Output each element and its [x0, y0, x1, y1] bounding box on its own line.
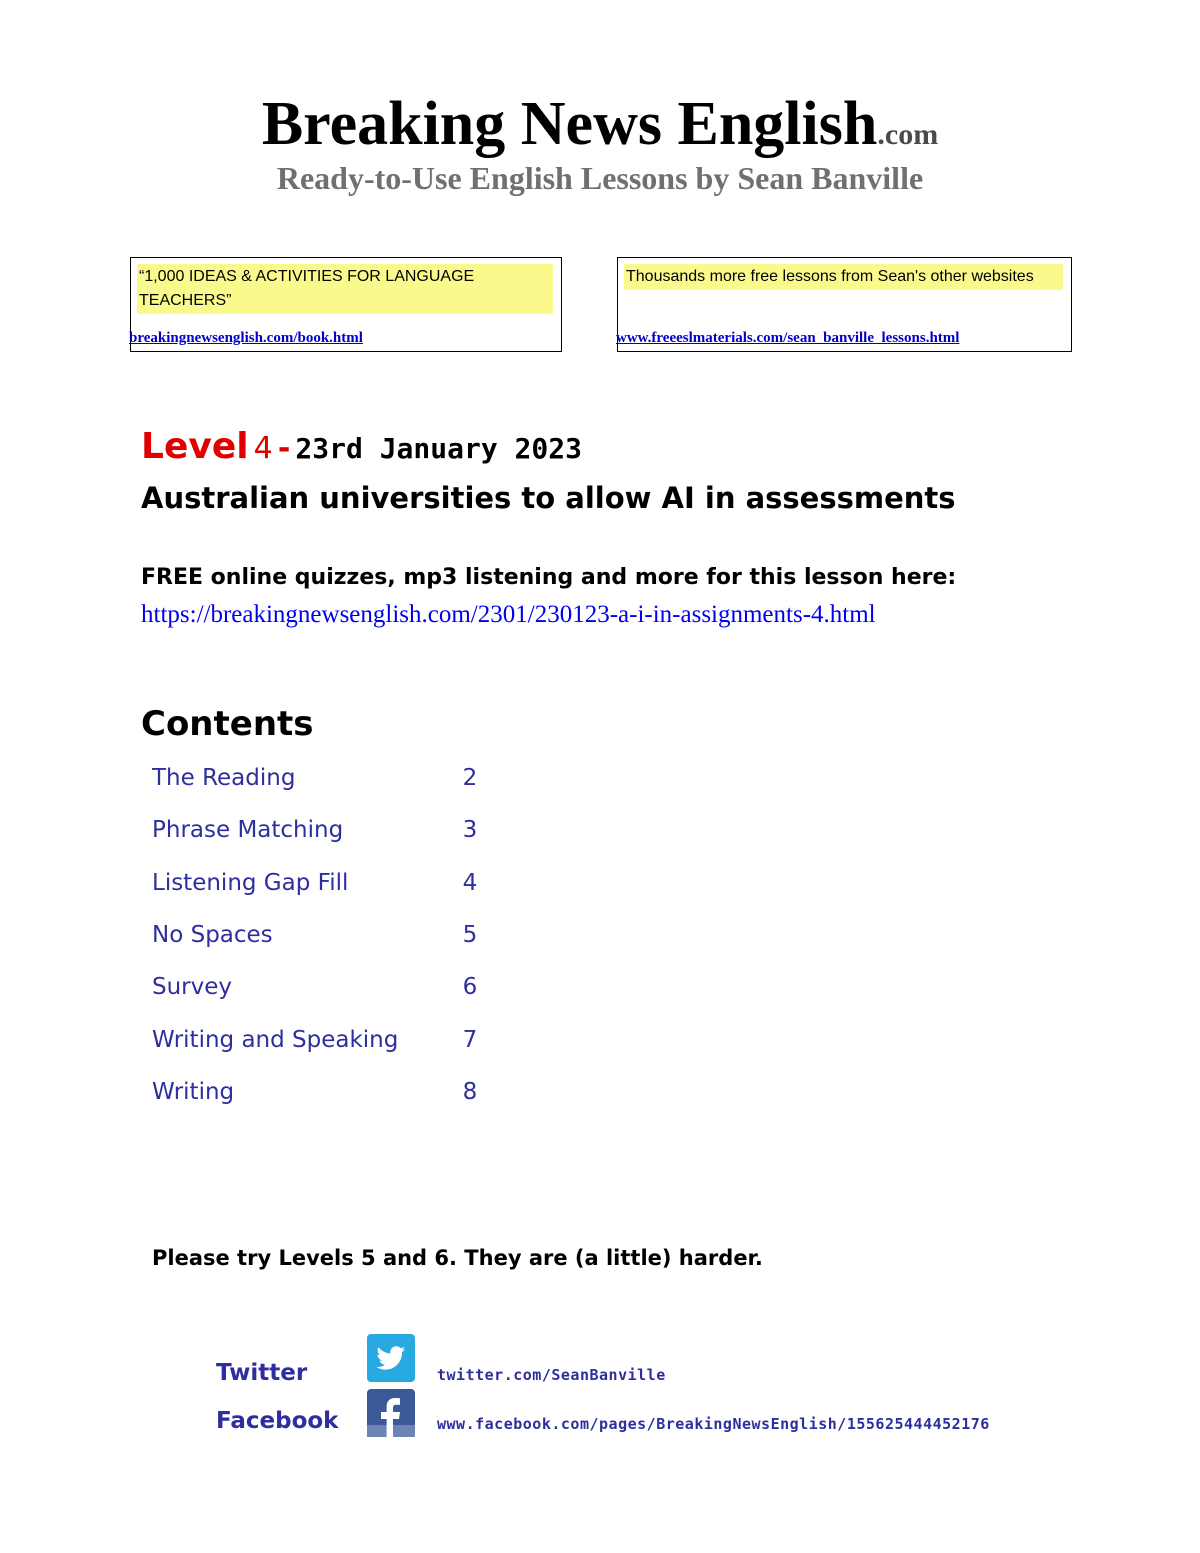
- toc-item-survey[interactable]: [152, 961, 482, 1013]
- toc-item-label: Phrase Matching: [152, 817, 344, 844]
- brand-name: Breaking News English: [261, 90, 878, 158]
- toc-item-page: 7: [462, 1026, 478, 1053]
- toc-item-label: No Spaces: [152, 922, 273, 949]
- level-label: Level: [141, 426, 249, 467]
- facebook-f-icon[interactable]: [367, 1389, 415, 1437]
- facebook-url-link[interactable]: www.facebook.com/pages/BreakingNewsEnglish/155625444452176: [437, 1415, 990, 1433]
- lesson-url-link[interactable]: https://breakingnewsenglish.com/2301/230123-a-i-in-assignments-4.html: [141, 601, 876, 628]
- lesson-date: 23rd January 2023: [295, 432, 582, 465]
- try-other-levels-text: Please try Levels 5 and 6. They are (a little) harder.: [152, 1246, 763, 1270]
- other-websites-promo-text: Thousands more free lessons from Sean's other websites: [624, 264, 1063, 290]
- toc-item-label: Listening Gap Fill: [152, 869, 349, 896]
- toc-item-label: The Reading: [152, 765, 296, 792]
- level-number: 4: [253, 431, 273, 466]
- book-promo-link[interactable]: breakingnewsenglish.com/book.html: [129, 330, 363, 346]
- book-promo-text: “1,000 IDEAS & ACTIVITIES FOR LANGUAGE TEACHERS”: [137, 264, 553, 314]
- facebook-label: Facebook: [216, 1408, 339, 1434]
- toc-item-label: Writing: [152, 1078, 235, 1105]
- other-websites-promo-box: [617, 257, 1072, 352]
- twitter-label: Twitter: [216, 1360, 308, 1386]
- toc-item-writing[interactable]: [152, 1066, 482, 1118]
- toc-item-page: 2: [462, 765, 478, 792]
- toc-item-label: Survey: [152, 974, 233, 1001]
- toc-item-page: 3: [462, 817, 478, 844]
- book-promo-box: [130, 257, 562, 352]
- toc-item-listening-gap-fill[interactable]: [152, 857, 482, 909]
- contents-title: Contents: [141, 704, 314, 744]
- site-tagline: Ready-to-Use English Lessons by Sean Banville: [276, 160, 924, 196]
- toc-item-label: Writing and Speaking: [152, 1026, 399, 1053]
- toc-item-page: 8: [462, 1078, 478, 1105]
- level-dash: -: [277, 431, 291, 466]
- lesson-headline: Australian universities to allow AI in assessments: [141, 481, 956, 515]
- twitter-url-link[interactable]: twitter.com/SeanBanville: [437, 1366, 666, 1384]
- toc-item-the-reading[interactable]: [152, 752, 482, 804]
- toc-item-page: 6: [462, 974, 478, 1001]
- table-of-contents: [152, 752, 482, 1118]
- level-date-line: [141, 426, 582, 467]
- toc-item-page: 5: [462, 922, 478, 949]
- toc-item-page: 4: [462, 869, 478, 896]
- free-quizzes-text: FREE online quizzes, mp3 listening and more for this lesson here:: [141, 565, 957, 590]
- brand-suffix: .com: [877, 118, 939, 151]
- other-websites-promo-link[interactable]: www.freeeslmaterials.com/sean_banville_lessons.html: [616, 330, 960, 346]
- toc-item-writing-and-speaking[interactable]: [152, 1013, 482, 1065]
- twitter-bird-icon[interactable]: [367, 1334, 415, 1382]
- toc-item-no-spaces[interactable]: [152, 909, 482, 961]
- toc-item-phrase-matching[interactable]: [152, 804, 482, 856]
